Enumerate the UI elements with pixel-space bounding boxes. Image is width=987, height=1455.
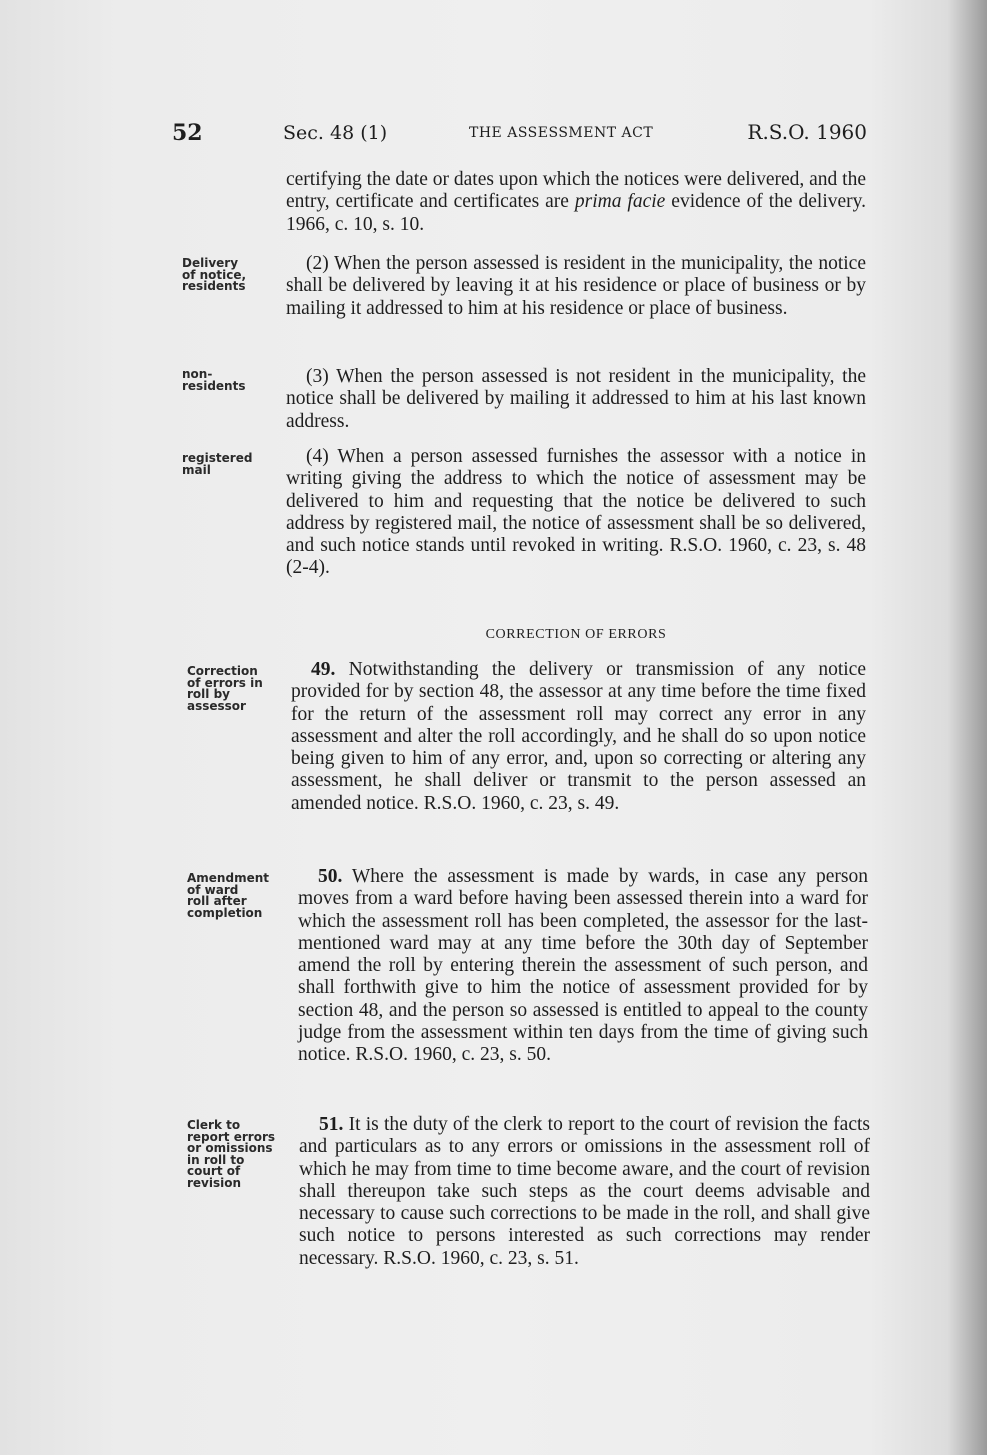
page-number: 52 [172, 120, 203, 146]
statute-reference: R.S.O. 1960 [747, 120, 867, 144]
section-number: 49. [311, 659, 336, 680]
section-reference: Sec. 48 (1) [283, 122, 388, 144]
subsection-2: (2) When the person assessed is resident in the municipality, the notice shall be delivered by leaving it at his residence or place of business or by mailing it addressed to him at his residence or place of business. [286, 253, 866, 319]
section-number: 51. [319, 1114, 344, 1135]
section-49: 49. Notwithstanding the delivery or transmission of any notice provided for by section 48, the assessor at any time before the time fixed for the return of the assessment roll may correct any error in any assessment and alter the roll accordingly, and he shall do so upon notice being given to him of any error, and, upon so correcting or altering any assessment, he shall deliver or transmit to the person assessed an amended notice. R.S.O. 1960, c. 23, s. 49. [291, 659, 866, 814]
margin-note-clerk-report-errors: Clerk to report errors or omissions in roll to court of revision [187, 1118, 276, 1190]
italic-phrase: prima facie [574, 191, 666, 213]
margin-note-non-residents: non- residents [182, 367, 246, 393]
section-heading: CORRECTION OF ERRORS [485, 627, 667, 642]
section-51: 51. It is the duty of the clerk to report to the court of revision the facts and particulars as to any errors or omissions in the assessment roll of which he may from time to time become aware, and the court of revision shall thereupon take such steps as the court deems advisable and necessary to cause such corrections to be made in the roll, and shall give such notice to persons interested as such corrections may render necessary. R.S.O. 1960, c. 23, s. 51. [299, 1114, 870, 1269]
margin-note-correction-of-errors: Correction of errors in roll by assessor [187, 664, 263, 713]
act-title: THE ASSESSMENT ACT [469, 125, 654, 141]
margin-note-amendment-of-ward-roll: Amendment of ward roll after completion [187, 871, 269, 920]
section-number: 50. [318, 866, 343, 887]
margin-note-delivery-residents: Delivery of notice, residents [182, 256, 247, 293]
subsection-4: (4) When a person assessed furnishes the assessor with a notice in writing giving the address to which the notice of assessment may be delivered to him and requesting that the notice be delivered to such address by registered mail, the notice of assessment shall be so delivered, and such notice stands until revoked in writing. R.S.O. 1960, c. 23, s. 48 (2-4). [286, 446, 866, 579]
subsection-3: (3) When the person assessed is not resident in the municipality, the notice shall be delivered by mailing it addressed to him at his last known address. [286, 366, 866, 432]
section-50: 50. Where the assessment is made by wards, in case any person moves from a ward before having been assessed therein into a ward for which the assessment roll has been completed, the assessor for the last-mentioned ward may at any time before the 30th day of September amend the roll by entering therein the assessment of such person, and shall forthwith give to him the notice of assessment provided for by section 48, and the person so assessed is entitled to appeal to the county judge from the assessment within ten days from the time of giving such notice. R.S.O. 1960, c. 23, s. 50. [298, 866, 868, 1066]
paragraph-continuation: certifying the date or dates upon which the notices were delivered, and the entry, certificate and certificates are prima facie evidence of the delivery. 1966, c. 10, s. 10. [286, 169, 867, 235]
running-header [172, 120, 867, 150]
margin-note-registered-mail: registered mail [182, 451, 253, 477]
